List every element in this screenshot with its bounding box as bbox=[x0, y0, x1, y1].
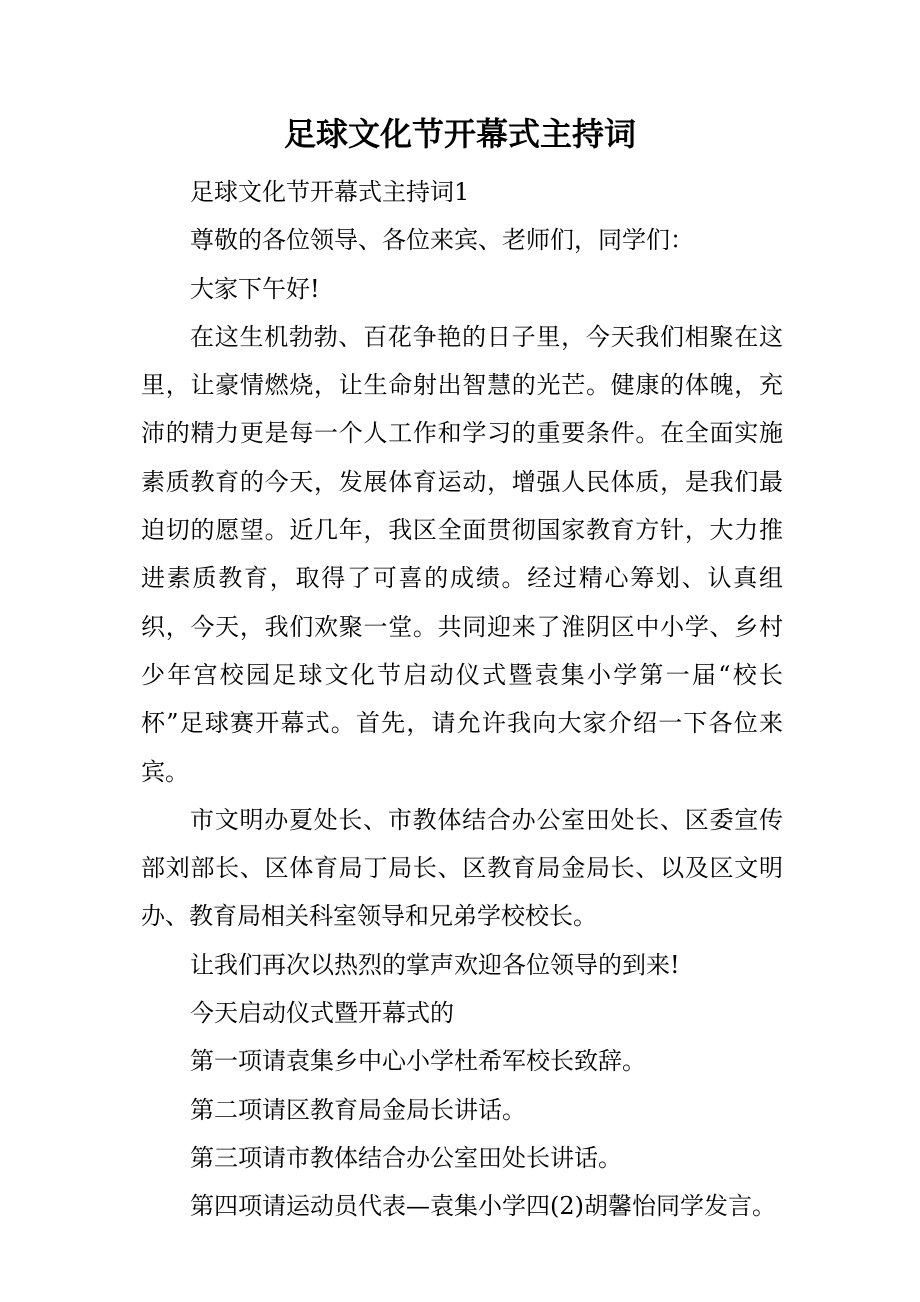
paragraph-agenda-intro: 今天启动仪式暨开幕式的 bbox=[190, 999, 454, 1028]
paragraph-greeting: 大家下午好! bbox=[190, 274, 320, 303]
paragraph-guests: 市文明办夏处长、市教体结合办公室田处长、区委宣传部刘部长、区体育局丁局长、区教育局金局长、以及区文明办、教育局相关科室领导和兄弟学校校长。 bbox=[141, 805, 783, 931]
paragraph-heading: 足球文化节开幕式主持词1 bbox=[190, 178, 470, 206]
paragraph-welcome: 让我们再次以热烈的掌声欢迎各位领导的到来! bbox=[190, 950, 680, 979]
document-title: 足球文化节开幕式主持词 bbox=[283, 115, 636, 153]
paragraph-salutation: 尊敬的各位领导、各位来宾、老师们，同学们： bbox=[190, 226, 694, 255]
paragraph-agenda-item-1: 第一项请袁集乡中心小学杜希军校长致辞。 bbox=[190, 1047, 646, 1076]
document-body bbox=[141, 168, 783, 1231]
paragraph-agenda-item-3: 第三项请市教体结合办公室田处长讲话。 bbox=[190, 1143, 622, 1172]
paragraph-agenda-item-2: 第二项请区教育局金局长讲话。 bbox=[190, 1095, 526, 1124]
paragraph-opening: 在这生机勃勃、百花争艳的日子里，今天我们相聚在这里，让豪情燃烧，让生命射出智慧的光芒。健康的体魄，充沛的精力更是每一个人工作和学习的重要条件。在全面实施素质教育的今天，发展体育运动，增强人民体质，是我们最迫切的愿望。近几年，我区全面贯彻国家教育方针，大力推进素质教育，取得了可喜的成绩。经过精心筹划、认真组织，今天，我们欢聚一堂。共同迎来了淮阴区中小学、乡村少年宫校园足球文化节启动仪式暨袁集小学第一届“校长杯”足球赛开幕式。首先，请允许我向大家介绍一下各位来宾。 bbox=[141, 322, 783, 786]
paragraph-agenda-item-4: 第四项请运动员代表—袁集小学四(2)胡馨怡同学发言。 bbox=[190, 1192, 776, 1221]
